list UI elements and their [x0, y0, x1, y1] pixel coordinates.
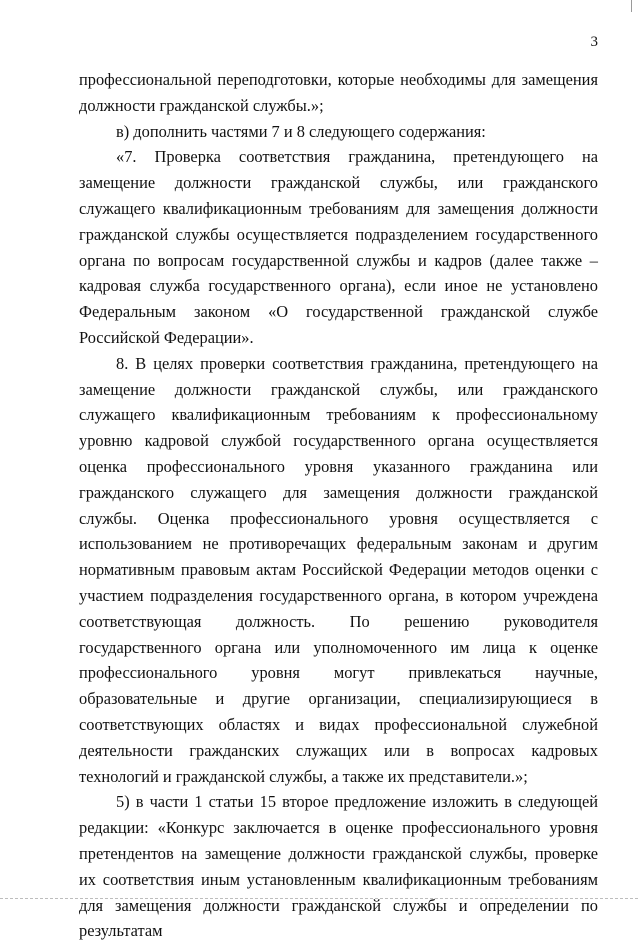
- scan-bottom-edge: [0, 898, 638, 899]
- paragraph-continuation: профессиональной переподготовки, которые необходимы для замещения должности гражданской службы.»;: [79, 70, 598, 115]
- paragraph-subitem-v: в) дополнить частями 7 и 8 следующего содержания:: [116, 121, 486, 141]
- document-body: [79, 67, 598, 944]
- paragraph-part-8: 8. В целях проверки соответствия гражданина, претендующего на замещение должности гражданской службы, или гражданского служащего квалификационным требованиям к профессиональному уровню кадровой службой государственного органа осуществляется оценка профессионального уровня указанного гражданина или гражданского служащего для замещения должности гражданской службы. Оценка профессионального уровня осуществляется с использованием не противоречащих федеральным законам и другим нормативным правовым актам Российской Федерации методов оценки с участием подразделения государственного органа, в котором учреждена соответствующая должность. По решению руководителя государственного органа или уполномоченного им лица к оценке профессионального уровня могут привлекаться научные, образовательные и другие организации, специализирующиеся в соответствующих областях и видах профессиональной служебной деятельности гражданских служащих или в вопросах кадровых технологий и гражданской службы, а также их представители.»;: [79, 353, 598, 786]
- paragraph-item-5: 5) в части 1 статьи 15 второе предложение изложить в следующей редакции: «Конкурс заключается в оценке профессионального уровня претендентов на замещение должности гражданской службы, проверке их соответствия иным установленным квалификационным требованиям для замещения должности гражданской службы и определении по результатам: [79, 792, 598, 941]
- scan-edge-mark: [631, 0, 632, 12]
- page-number: 3: [590, 34, 598, 50]
- paragraph-part-7: «7. Проверка соответствия гражданина, претендующего на замещение должности гражданской службы, или гражданского служащего квалификационным требованиям для замещения должности гражданской службы осуществляется подразделением государственного органа по вопросам государственной службы и кадров (далее также – кадровая служба государственного органа), если иное не установлено Федеральным законом «О государственной гражданской службе Российской Федерации».: [79, 147, 598, 347]
